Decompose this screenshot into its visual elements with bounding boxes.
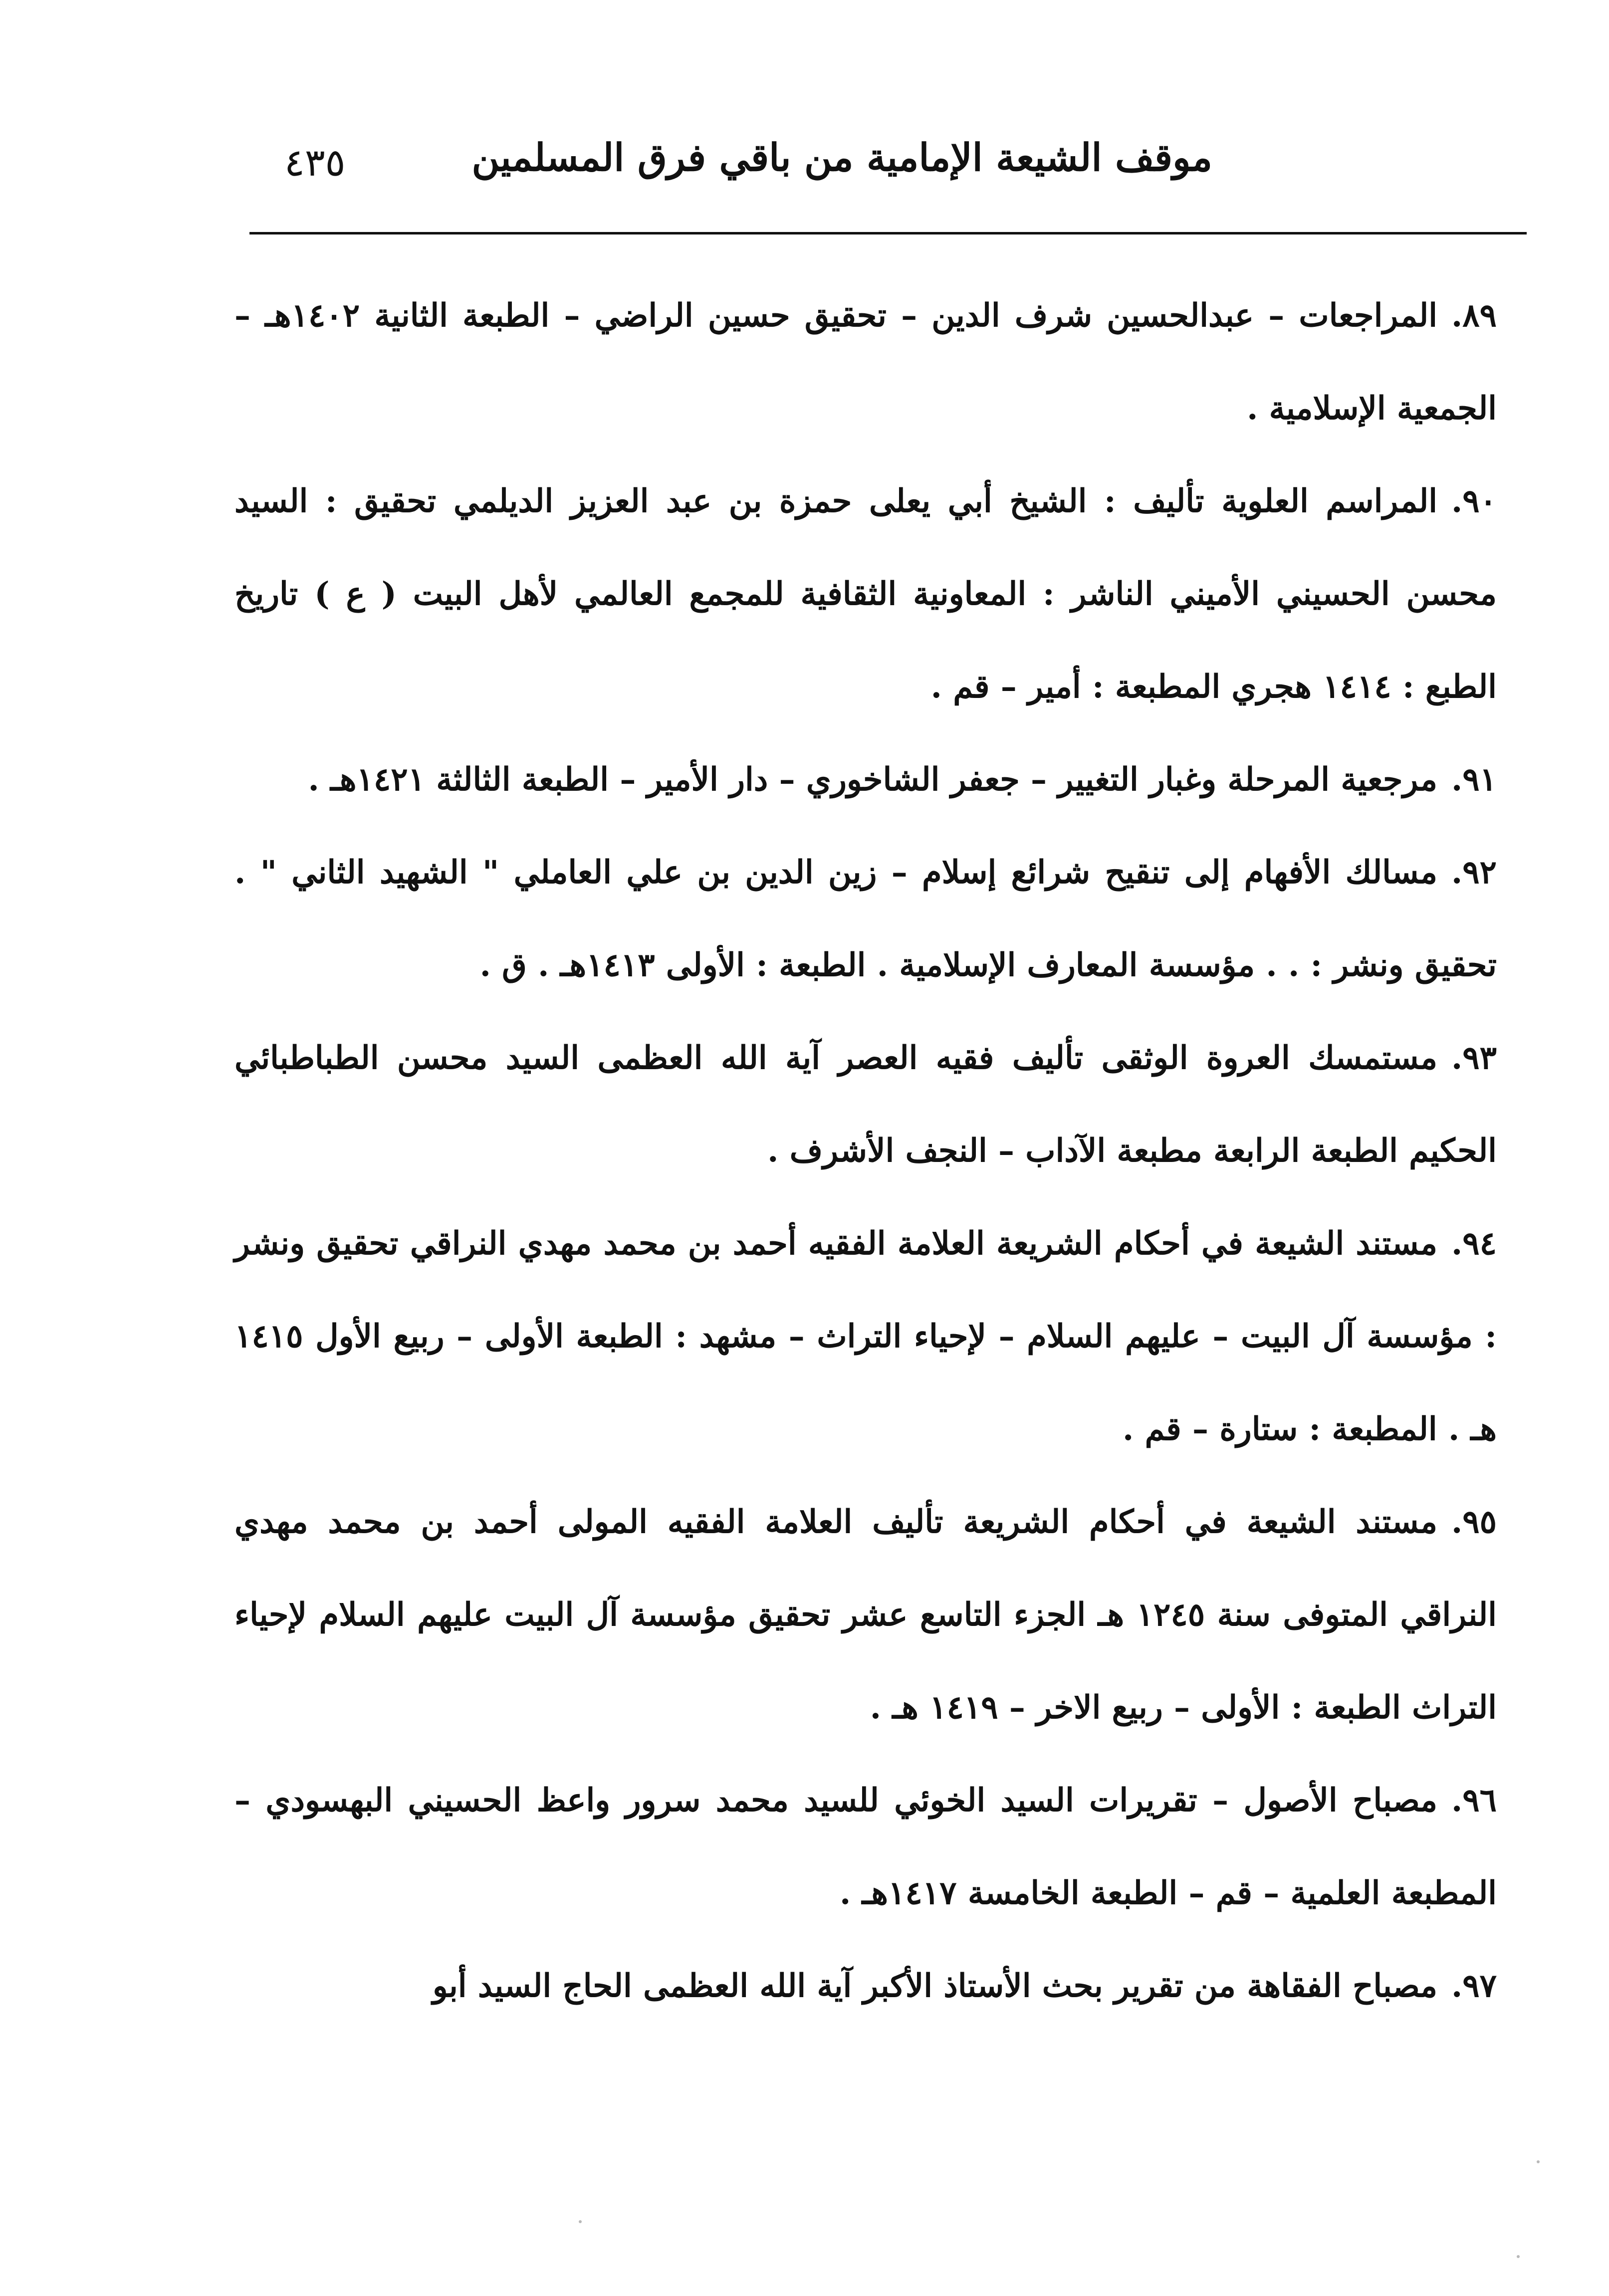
entry-text: مصباح الفقاهة من تقرير بحث الأستاذ الأكبر آية الله العظمى الحاج السيد أبو [432,1967,1437,2005]
entry-number: ٩٧. [1451,1967,1497,2005]
entry-text: مرجعية المرحلة وغبار التغيير – جعفر الشاخوري – دار الأمير – الطبعة الثالثة ١٤٢١هـ . [308,761,1437,798]
entry-text: مستند الشيعة في أحكام الشريعة تأليف العلامة الفقيه المولى أحمد بن محمد مهدي النراقي المتوفى سنة ١٢٤٥ هـ الجزء التاسع عشر تحقيق مؤسسة آل البيت عليهم السلام لإحياء التراث الطبعة : الأولى – ربيع الاخر – ١٤١٩ هـ . [234,1503,1497,1726]
page-number: ٤٣٥ [284,140,346,185]
bibliography-entry-94 [234,1197,1497,1476]
bibliography-entry-93 [234,1012,1497,1197]
entry-number: ٩٤. [1451,1225,1497,1262]
bibliography-entry-90 [234,455,1497,733]
bibliography-entry-95 [234,1476,1497,1754]
entry-text: مسالك الأفهام إلى تنقيح شرائع إسلام – زين الدين بن علي العاملي " الشهيد الثاني " . تحقيق ونشر : . . مؤسسة المعارف الإسلامية . الطبعة : الأولى ١٤١٣هـ . ق . [234,854,1497,984]
entry-number: ٩١. [1451,761,1497,798]
page-header [249,125,1527,205]
entry-text: مصباح الأصول – تقريرات السيد الخوئي للسيد محمد سرور واعظ الحسيني البهسودي – المطبعة العلمية – قم – الطبعة الخامسة ١٤١٧هـ . [234,1782,1497,1912]
bibliography-entry-89 [234,269,1497,455]
bibliography-entry-92 [234,826,1497,1012]
bibliography-entry-91 [234,733,1497,826]
entry-text: مستند الشيعة في أحكام الشريعة العلامة الفقيه أحمد بن محمد مهدي النراقي تحقيق ونشر : مؤسسة آل البيت – عليهم السلام – لإحياء التراث – مشهد : الطبعة الأولى – ربيع الأول ١٤١٥ هـ . المطبعة : ستارة – قم . [234,1225,1497,1448]
bibliography-entry-96 [234,1754,1497,1940]
entry-number: ٩٢. [1451,854,1497,891]
bibliography-list [234,269,1497,2205]
entry-text: مستمسك العروة الوثقى تأليف فقيه العصر آية الله العظمى السيد محسن الطباطبائي الحكيم الطبعة الرابعة مطبعة الآداب – النجف الأشرف . [234,1039,1497,1169]
scan-speck [579,2220,582,2223]
entry-text: المراسم العلوية تأليف : الشيخ أبي يعلى حمزة بن عبد العزيز الديلمي تحقيق : السيد محسن الحسيني الأميني الناشر : المعاونية الثقافية للمجمع العالمي لأهل البيت ( ع ) تاريخ الطبع : ١٤١٤ هجري المطبعة : أمير – قم . [234,482,1497,705]
header-rule [249,232,1527,234]
scan-speck [1537,2160,1540,2163]
entry-number: ٩٦. [1451,1782,1497,1819]
entry-number: ٨٩. [1451,297,1497,334]
scan-speck [1517,2255,1520,2258]
entry-number: ٩٣. [1451,1039,1497,1077]
entry-number: ٩٠. [1451,482,1497,520]
bibliography-entry-97 [234,1940,1497,2033]
running-title: موقف الشيعة الإمامية من باقي فرق المسلمين [471,135,1212,180]
entry-text: المراجعات – عبدالحسين شرف الدين – تحقيق حسين الراضي – الطبعة الثانية ١٤٠٢هـ – الجمعية الإسلامية . [234,297,1497,427]
entry-number: ٩٥. [1451,1503,1497,1541]
